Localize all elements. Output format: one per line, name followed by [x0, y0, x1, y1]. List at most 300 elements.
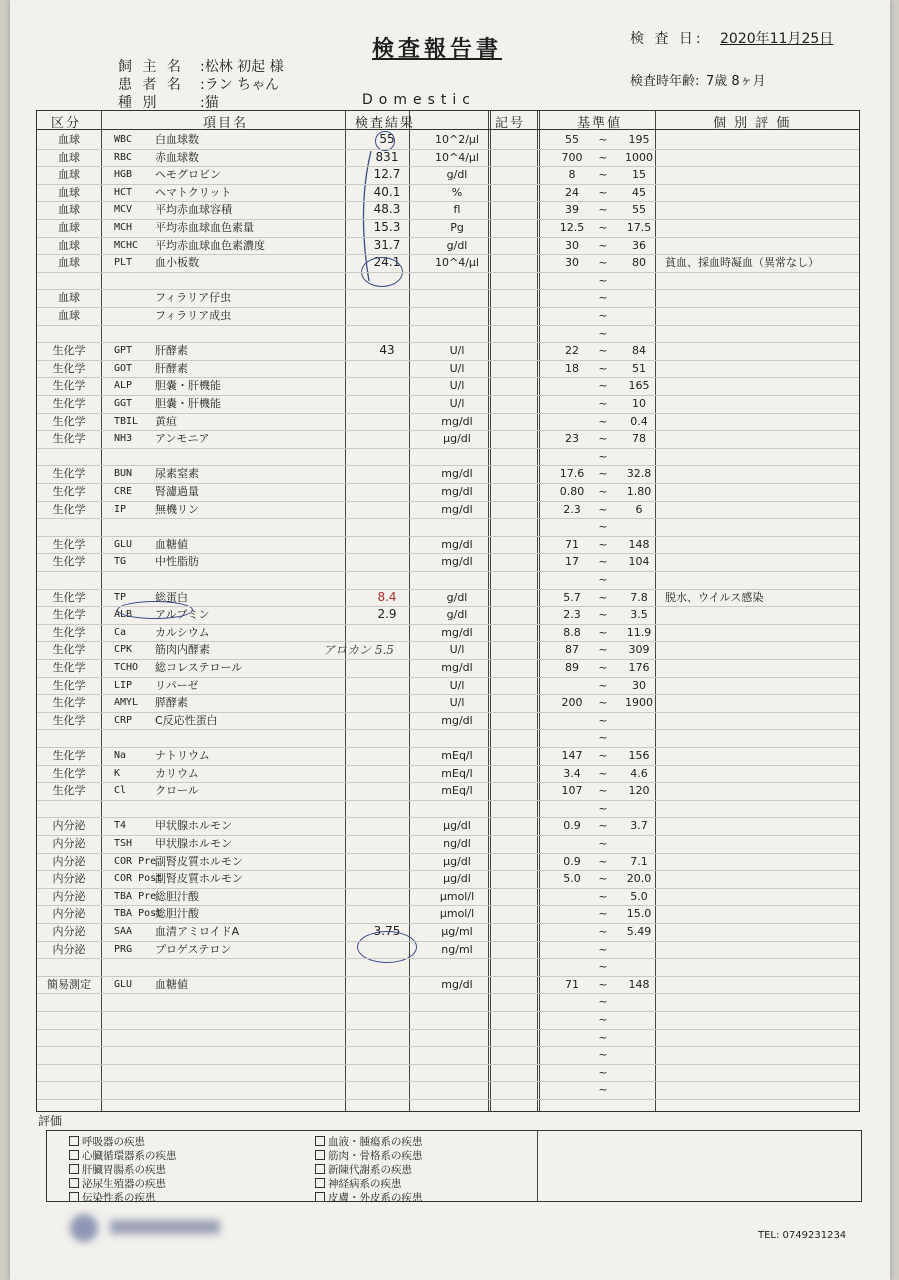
cell-hi: 30	[632, 678, 646, 692]
cell-hi: 10	[632, 397, 646, 410]
cell-name: フィラリア成虫	[155, 309, 232, 322]
table-row	[37, 201, 859, 219]
cell-tilde: ~	[598, 361, 608, 375]
cell-tilde: ~	[598, 326, 608, 340]
cell-code: TSH	[114, 838, 133, 849]
checkbox-label: 神経病系の疾患	[328, 1178, 402, 1190]
checkbox-icon	[69, 1178, 79, 1188]
evaluation-checkbox[interactable]	[69, 1190, 156, 1205]
row-rule	[37, 219, 859, 220]
checkbox-label: 伝染性系の疾患	[82, 1192, 156, 1204]
cell-code: TP	[114, 591, 127, 603]
row-rule	[37, 941, 859, 942]
cell-cat: 生化学	[52, 397, 86, 410]
cell-result: 15.3	[373, 220, 401, 234]
cell-unit: mg/dl	[441, 414, 473, 428]
cell-code: COR Pre	[114, 855, 157, 867]
cell-hi: 6	[635, 502, 643, 516]
exam-age-label: 検査時年齢:	[630, 74, 700, 89]
col-header-symbol: 記号	[495, 116, 526, 131]
row-rule	[37, 888, 859, 889]
row-rule	[37, 641, 859, 642]
cell-name: クロール	[155, 784, 199, 798]
row-rule	[37, 465, 859, 466]
cell-code: T4	[114, 820, 127, 832]
cell-lo: 23	[565, 432, 579, 446]
cell-lo: 71	[565, 977, 579, 991]
cell-hi: 3.5	[630, 608, 648, 622]
cell-unit: 10^4/μl	[435, 256, 479, 270]
clinic-logo-blurred	[60, 1210, 230, 1246]
table-row	[37, 853, 859, 871]
owner-value: :松林 初起 様	[200, 59, 284, 75]
cell-lo: 89	[565, 661, 579, 674]
cell-tilde: ~	[598, 414, 608, 428]
cell-tilde: ~	[598, 661, 608, 674]
cell-tilde: ~	[598, 784, 608, 798]
cell-tilde: ~	[598, 555, 608, 569]
cell-cat: 血球	[58, 203, 80, 217]
cell-tilde: ~	[598, 185, 608, 199]
row-rule	[37, 747, 859, 748]
table-row	[37, 1029, 859, 1047]
table-row	[37, 905, 859, 923]
cell-lo: 0.9	[563, 854, 581, 868]
cell-hi: 120	[628, 784, 650, 798]
cell-hi: 0.4	[630, 414, 648, 428]
cell-name: ナトリウム	[155, 749, 210, 762]
evaluation-checkbox[interactable]	[315, 1176, 402, 1191]
cell-lo: 71	[565, 537, 579, 551]
row-rule	[37, 835, 859, 836]
cell-tilde: ~	[598, 256, 608, 270]
cell-unit: mg/dl	[441, 713, 473, 727]
row-rule	[37, 765, 859, 766]
row-rule	[37, 254, 859, 255]
cell-cat: 生化学	[52, 344, 86, 358]
cell-unit: μmol/l	[439, 907, 475, 921]
cell-cat: 血球	[58, 221, 80, 234]
cell-name: 胆嚢・肝機能	[155, 397, 221, 410]
cell-name: 膵酵素	[155, 696, 188, 710]
row-rule	[37, 1046, 859, 1047]
cell-tilde: ~	[598, 925, 608, 938]
table-row	[37, 465, 859, 483]
table-row	[37, 325, 859, 343]
table-row	[37, 536, 859, 554]
cell-code: NH3	[114, 433, 133, 445]
evaluation-divider	[537, 1131, 538, 1201]
cell-cat: 血球	[58, 256, 80, 270]
cell-hi: 78	[632, 432, 646, 446]
cell-name: 平均赤血球容積	[155, 203, 232, 217]
cell-name: 平均赤血球血色素量	[155, 221, 254, 234]
row-rule	[37, 553, 859, 554]
cell-cat: 生化学	[52, 555, 86, 569]
row-rule	[37, 606, 859, 607]
cell-unit: fl	[453, 203, 461, 217]
cell-name: 総コレステロール	[155, 661, 243, 674]
cell-tilde: ~	[598, 520, 608, 534]
cell-code: TBIL	[114, 415, 139, 427]
report-sheet	[10, 0, 890, 1280]
cell-unit: ng/dl	[443, 837, 471, 850]
evaluation-checkbox[interactable]	[315, 1190, 423, 1205]
cell-tilde: ~	[598, 1013, 608, 1026]
cell-lo: 39	[565, 203, 579, 217]
cell-tilde: ~	[598, 537, 608, 551]
exam-date-value: 2020年11月25日	[720, 31, 834, 47]
checkbox-icon	[315, 1178, 325, 1188]
cell-name: プロゲステロン	[155, 942, 232, 956]
cell-unit: μg/dl	[443, 854, 471, 868]
col-header-item: 項目名	[203, 116, 249, 131]
checkbox-label: 新陳代謝系の疾患	[328, 1164, 412, 1176]
table-row	[37, 976, 859, 994]
row-rule	[37, 237, 859, 238]
cell-cat: 内分泌	[52, 872, 86, 886]
checkbox-label: 血液・腫瘍系の疾患	[328, 1136, 423, 1148]
cell-code: BUN	[114, 468, 133, 480]
row-rule	[37, 976, 859, 977]
cell-unit: μmol/l	[439, 889, 475, 903]
cell-cat: 内分泌	[52, 925, 86, 938]
cell-lo: 18	[565, 361, 579, 375]
cell-tilde: ~	[598, 467, 608, 481]
evaluation-checkbox[interactable]	[315, 1148, 423, 1163]
cell-lo: 8.8	[563, 625, 581, 639]
row-rule	[37, 201, 859, 202]
evaluation-checkbox[interactable]	[69, 1162, 166, 1177]
table-row	[37, 993, 859, 1011]
row-rule	[37, 1011, 859, 1012]
cell-tilde: ~	[598, 907, 608, 921]
cell-cat: 血球	[58, 150, 80, 164]
table-row	[37, 958, 859, 976]
cell-tilde: ~	[598, 995, 608, 1009]
table-row	[37, 712, 859, 730]
table-row	[37, 307, 859, 325]
checkbox-icon	[69, 1136, 79, 1146]
cell-cat: 生化学	[52, 379, 86, 393]
cell-code: TBA Post	[114, 908, 163, 920]
table-row	[37, 941, 859, 959]
cell-cat: 生化学	[52, 661, 86, 674]
table-row	[37, 360, 859, 378]
cell-name: 無機リン	[155, 502, 199, 516]
cell-lo: 3.4	[563, 766, 581, 780]
cell-hi: 176	[628, 661, 650, 674]
cell-cat: 生化学	[52, 414, 86, 428]
cell-tilde: ~	[598, 942, 608, 956]
cell-hi: 17.5	[626, 221, 652, 234]
cell-tilde: ~	[598, 731, 608, 745]
cell-tilde: ~	[598, 678, 608, 692]
cell-unit: %	[451, 185, 463, 199]
cell-code: K	[114, 767, 121, 779]
cell-eval: 脱水、ウイルス感染	[665, 590, 764, 604]
cell-tilde: ~	[598, 590, 608, 604]
cell-tilde: ~	[598, 573, 608, 586]
cell-name: カルシウム	[155, 625, 210, 639]
cell-name: 筋肉内酵素	[155, 643, 210, 657]
cell-cat: 生化学	[52, 537, 86, 551]
table-row	[37, 553, 859, 571]
cell-hi: 36	[632, 238, 646, 252]
cell-name: 甲状腺ホルモン	[155, 819, 232, 833]
cell-name: 腎濾過量	[155, 485, 199, 498]
cell-lo: 22	[565, 344, 579, 358]
cell-hi: 156	[628, 749, 650, 762]
row-rule	[37, 729, 859, 730]
evaluation-checkbox[interactable]	[69, 1176, 166, 1191]
table-row	[37, 1081, 859, 1099]
checkbox-icon	[69, 1164, 79, 1174]
cell-unit: mg/dl	[441, 537, 473, 551]
cell-lo: 55	[565, 133, 579, 146]
cell-cat: 血球	[58, 185, 80, 199]
row-rule	[37, 377, 859, 378]
cell-code: MCHC	[114, 239, 139, 251]
cell-cat: 内分泌	[52, 837, 86, 850]
cell-code: MCH	[114, 222, 133, 233]
cell-cat: 生化学	[52, 485, 86, 498]
cell-name: リパーゼ	[155, 678, 199, 692]
cell-cat: 血球	[58, 309, 80, 322]
cell-unit: U/l	[449, 397, 465, 410]
cell-cat: 内分泌	[52, 889, 86, 903]
cell-lo: 2.3	[563, 608, 581, 622]
row-rule	[37, 782, 859, 783]
checkbox-icon	[315, 1192, 325, 1202]
cell-name: 副腎皮質ホルモン	[155, 854, 243, 868]
cell-code: IP	[114, 503, 127, 515]
cell-name: 血小板数	[155, 256, 199, 270]
cell-result: 55	[379, 132, 395, 146]
patient-label: 患 者 名	[118, 77, 184, 93]
row-rule	[37, 1099, 859, 1100]
cell-tilde: ~	[598, 1083, 608, 1097]
cell-eval: 貧血、採血時凝血（異常なし）	[665, 256, 819, 270]
cell-name: 赤血球数	[155, 150, 199, 164]
cell-name: 黄疸	[155, 414, 177, 428]
cell-cat: 血球	[58, 291, 80, 305]
cell-name: フィラリア仔虫	[155, 291, 232, 305]
table-row	[37, 870, 859, 888]
cell-hi: 80	[632, 256, 646, 270]
row-rule	[37, 1064, 859, 1065]
table-row	[37, 782, 859, 800]
cell-code: PLT	[114, 257, 133, 269]
cell-cat: 血球	[58, 133, 80, 146]
cell-cat: 生化学	[52, 678, 86, 692]
cell-lo: 2.3	[563, 502, 581, 516]
row-rule	[37, 589, 859, 590]
cell-code: SAA	[114, 926, 133, 937]
cell-unit: U/l	[449, 643, 465, 657]
cell-unit: mg/dl	[441, 485, 473, 498]
cell-unit: U/l	[449, 344, 465, 358]
cell-code: ALP	[114, 380, 133, 392]
table-row	[37, 800, 859, 818]
row-rule	[37, 853, 859, 854]
species-label: 種 別	[118, 95, 160, 111]
cell-name: アルブミン	[155, 608, 210, 622]
cell-code: PRG	[114, 943, 133, 955]
cell-cat: 生化学	[52, 361, 86, 375]
exam-age-value: 7歳 8ヶ月	[706, 74, 766, 89]
cell-hi: 1000	[625, 150, 653, 164]
checkbox-label: 肝臓胃腸系の疾患	[82, 1164, 166, 1176]
checkbox-icon	[315, 1150, 325, 1160]
cell-tilde: ~	[598, 273, 608, 287]
cell-tilde: ~	[598, 801, 608, 815]
checkbox-label: 筋肉・骨格系の疾患	[328, 1150, 423, 1162]
cell-tilde: ~	[598, 643, 608, 657]
cell-hi: 32.8	[626, 467, 652, 481]
table-row	[37, 483, 859, 501]
cell-name: 胆嚢・肝機能	[155, 379, 221, 393]
checkbox-label: 呼吸器の疾患	[82, 1136, 145, 1148]
checkbox-label: 泌尿生殖器の疾患	[82, 1178, 166, 1190]
row-rule	[37, 184, 859, 185]
cell-name: 白血球数	[155, 133, 199, 146]
row-rule	[37, 571, 859, 572]
cell-unit: g/dl	[446, 608, 468, 622]
cell-hi: 7.8	[630, 590, 648, 604]
evaluation-checkbox[interactable]	[315, 1134, 423, 1149]
cell-tilde: ~	[598, 309, 608, 322]
cell-name: 肝酵素	[155, 344, 188, 358]
cell-lo: 17	[565, 555, 579, 569]
row-rule	[37, 342, 859, 343]
cell-tilde: ~	[598, 432, 608, 446]
cell-tilde: ~	[598, 854, 608, 868]
evaluation-checkbox[interactable]	[315, 1162, 412, 1177]
table-row	[37, 430, 859, 448]
cell-name: 総胆汁酸	[155, 889, 199, 903]
cell-tilde: ~	[598, 696, 608, 710]
owner-label: 飼 主 名	[118, 59, 184, 75]
cell-result: 48.3	[373, 202, 401, 217]
cell-tilde: ~	[598, 1048, 608, 1062]
cell-tilde: ~	[598, 1065, 608, 1079]
table-row	[37, 518, 859, 536]
cell-lo: 24	[565, 185, 579, 199]
cell-unit: Pg	[450, 221, 464, 234]
cell-cat: 生化学	[52, 749, 86, 762]
row-rule	[37, 712, 859, 713]
cell-code: GLU	[114, 978, 133, 990]
row-rule	[37, 677, 859, 678]
cell-tilde: ~	[598, 713, 608, 727]
cell-tilde: ~	[598, 1030, 608, 1044]
row-rule	[37, 923, 859, 924]
cell-unit: mg/dl	[441, 555, 473, 569]
table-row	[37, 448, 859, 466]
breed-value: Domestic	[362, 92, 476, 108]
evaluation-checkbox[interactable]	[69, 1134, 145, 1149]
report-title: 検査報告書	[372, 37, 503, 62]
row-rule	[37, 325, 859, 326]
cell-lo: 147	[561, 749, 583, 762]
row-rule	[37, 905, 859, 906]
evaluation-checkbox[interactable]	[69, 1148, 177, 1163]
cell-code: MCV	[114, 204, 133, 216]
cell-tilde: ~	[598, 133, 608, 146]
table-row	[37, 254, 859, 272]
cell-cat: 内分泌	[52, 942, 86, 956]
patient-value: :ラン ちゃん	[200, 77, 280, 93]
row-rule	[37, 694, 859, 695]
cell-cat: 血球	[58, 238, 80, 252]
cell-lo: 5.0	[563, 872, 581, 886]
cell-code: HCT	[114, 186, 133, 198]
cell-tilde: ~	[598, 150, 608, 164]
cell-hi: 15.0	[626, 907, 652, 921]
cell-hi: 148	[628, 977, 650, 991]
cell-hi: 20.0	[626, 872, 652, 886]
table-row	[37, 835, 859, 853]
row-rule	[37, 307, 859, 308]
cell-lo: 200	[561, 696, 583, 710]
cell-name: ヘマトクリット	[155, 185, 232, 199]
row-rule	[37, 413, 859, 414]
cell-hi: 1900	[625, 696, 653, 710]
cell-tilde: ~	[598, 449, 608, 463]
cell-name: 肝酵素	[155, 361, 188, 375]
cell-lo: 17.6	[559, 467, 585, 481]
table-row	[37, 272, 859, 290]
cell-code: GOT	[114, 362, 133, 374]
cell-unit: U/l	[449, 696, 465, 710]
cell-unit: mg/dl	[441, 502, 473, 516]
cell-unit: U/l	[449, 379, 465, 393]
table-row	[37, 131, 859, 149]
cell-tilde: ~	[598, 379, 608, 393]
table-row	[37, 166, 859, 184]
cell-cat: 生化学	[52, 608, 86, 622]
cell-code: CRP	[114, 714, 133, 726]
row-rule	[37, 958, 859, 959]
cell-lo: 0.9	[563, 819, 581, 833]
row-rule	[37, 624, 859, 625]
clinic-phone: TEL: 0749231234	[758, 1230, 847, 1241]
table-row	[37, 342, 859, 360]
table-row	[37, 237, 859, 255]
cell-hi: 309	[628, 643, 650, 657]
cell-result: 43	[379, 343, 395, 358]
table-row	[37, 219, 859, 237]
cell-result: 12.7	[373, 167, 401, 182]
cell-unit: mEq/l	[441, 766, 473, 780]
cell-tilde: ~	[598, 221, 608, 234]
table-row	[37, 765, 859, 783]
cell-hi: 5.0	[630, 889, 648, 903]
cell-tilde: ~	[598, 837, 608, 850]
cell-name: 血糖値	[155, 977, 188, 991]
checkbox-label: 皮膚・外皮系の疾患	[328, 1192, 423, 1204]
cell-tilde: ~	[598, 960, 608, 974]
cell-unit: μg/ml	[441, 925, 473, 938]
cell-cat: 生化学	[52, 713, 86, 727]
cell-cat: 生化学	[52, 696, 86, 710]
cell-lo: 0.80	[559, 485, 585, 498]
cell-cat: 血球	[58, 168, 80, 182]
cell-code: GGT	[114, 398, 133, 409]
cell-code: AMYL	[114, 697, 139, 709]
table-row	[37, 624, 859, 642]
